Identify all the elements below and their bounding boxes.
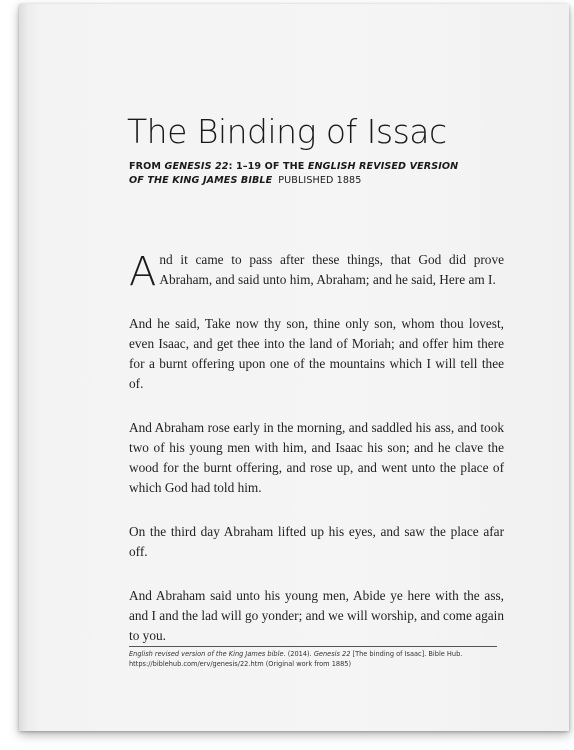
paragraph-3: And Abraham rose early in the morning, and saddled his ass, and took two of his young men with him, and Isaac his son; and he clave the wood for the burnt offering, and rose up, and went unto the place of which God had told him. — [129, 420, 504, 495]
drop-cap: A — [129, 249, 157, 295]
footnote-book-title: English revised version of the King James bible — [129, 650, 284, 658]
paragraph-1-text: nd it came to pass after these things, that God did prove Abraham, and said unto him, Abraham; and he said, Here am I. — [159, 252, 504, 287]
footnote-year: . (2014). — [283, 650, 314, 658]
source-citation — [129, 160, 459, 187]
document-page — [19, 4, 569, 731]
footnote-rest: [The binding of Isaac]. Bible Hub. https://biblehub.com/erv/genesis/22.htm (Original work from 1885) — [129, 650, 463, 668]
source-published: PUBLISHED 1885 — [278, 174, 362, 186]
source-book-reference: GENESIS 22 — [164, 161, 229, 172]
source-verses: : 1–19 OF THE — [228, 161, 308, 172]
page-title: The Binding of Issac — [127, 112, 447, 151]
footnote-chapter: Genesis 22 — [313, 650, 351, 658]
body-text — [129, 250, 504, 670]
footnote — [129, 649, 497, 669]
source-version-line-1: ENGLISH REVISED VERSION — [307, 161, 459, 172]
source-from-label: FROM — [129, 161, 165, 172]
paragraph-4: On the third day Abraham lifted up his eyes, and saw the place afar off. — [129, 524, 504, 559]
paragraph-5: And Abraham said unto his young men, Abide ye here with the ass, and I and the lad will go yonder; and we will worship, and come again to you. — [129, 588, 504, 643]
footnote-divider — [129, 646, 497, 647]
paragraph-1 — [129, 249, 504, 295]
source-version-line-2: OF THE KING JAMES BIBLE — [129, 174, 273, 186]
paragraph-2: And he said, Take now thy son, thine only son, whom thou lovest, even Isaac, and get thee into the land of Moriah; and offer him there for a burnt offering upon one of the mountains which I will tell thee of. — [129, 316, 504, 391]
